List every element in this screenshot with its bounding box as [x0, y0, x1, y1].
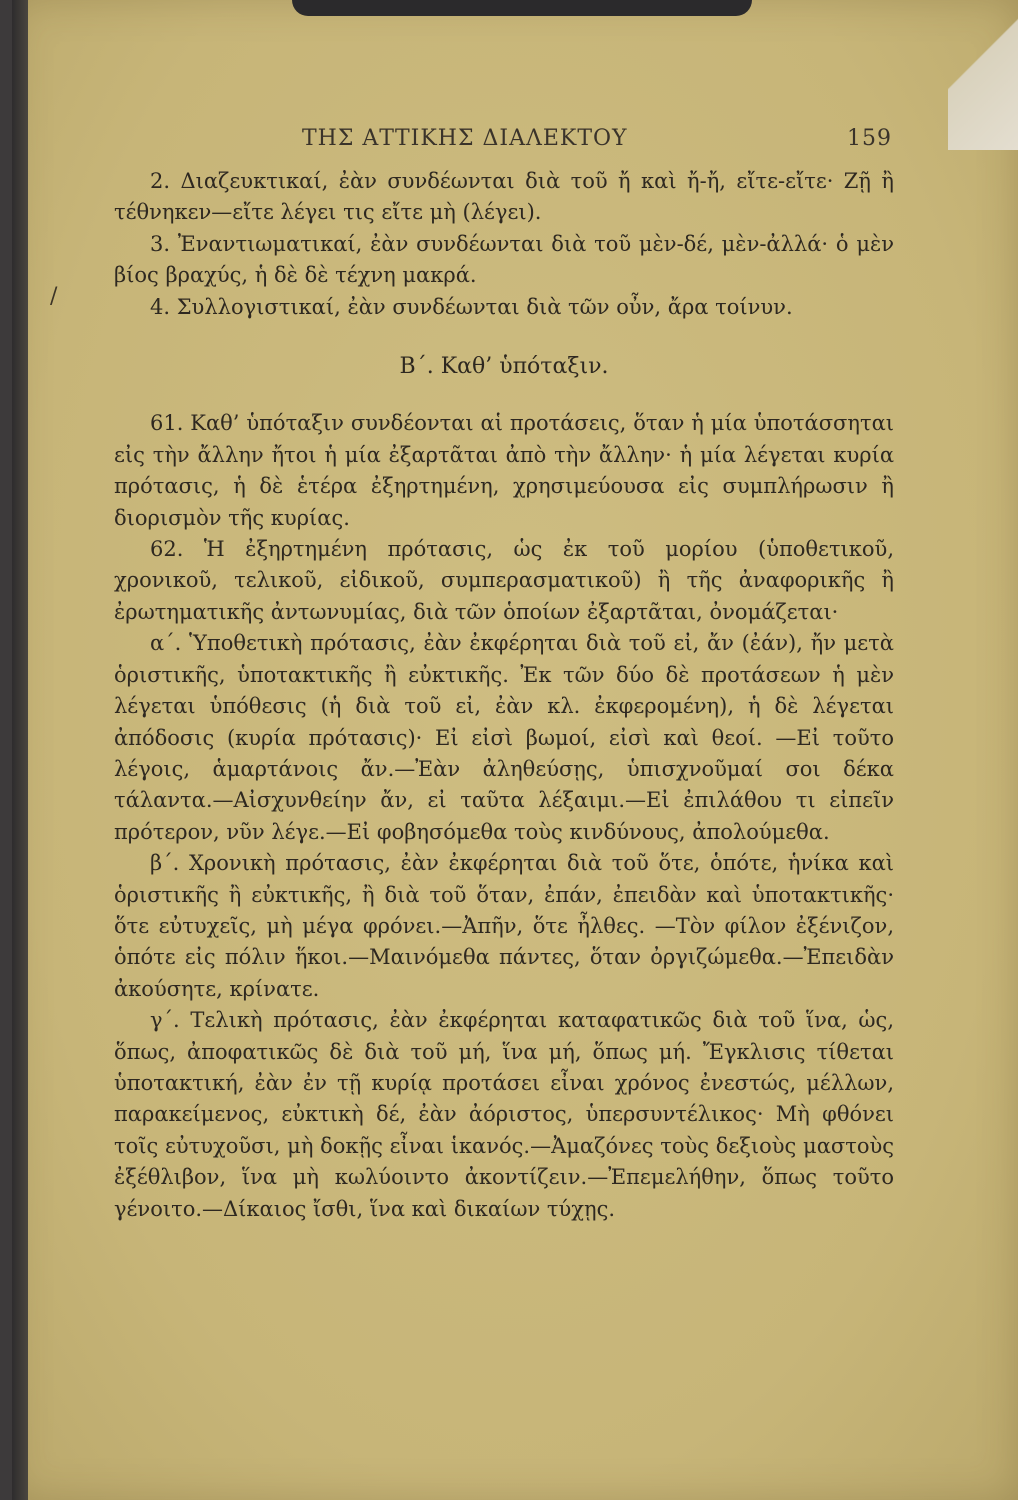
section-heading: Β΄. Καθ’ ὑπόταξιν.: [399, 354, 609, 380]
torn-top-edge: [292, 0, 752, 16]
paragraph-beta-temporal: β΄. Χρονικὴ πρότασις, ἐὰν ἐκφέρηται διὰ τοῦ ὅτε, ὁπότε, ἡνίκα καὶ ὁριστικῆς ἢ εὐκτικῆς, ἢ διὰ τοῦ ὅταν, ἐπάν, ἐπειδὰν καὶ ὑποτακτικῆς· ὅτε εὐτυχεῖς, μὴ μέγα φρόνει.—Ἀπῆν, ὅτε ἦλθες. —Τὸν φίλον ἐξένιζον, ὁπότε εἰς πόλιν ἥκοι.—Μαινόμεθα πάντες, ὅταν ὀργιζώμεθα.—Ἐπειδὰν ἀκούσητε, κρίνατε.: [114, 851, 894, 1001]
body-text: [114, 166, 894, 1225]
book-page: [12, 0, 1018, 1500]
paragraph-alpha-hypothetical: α΄. Ὑποθετικὴ πρότασις, ἐὰν ἐκφέρηται διὰ τοῦ εἰ, ἄν (ἐάν), ἤν μετὰ ὁριστικῆς, ὑποτακτικῆς ἢ εὐκτικῆς. Ἐκ τῶν δύο δὲ προτάσεων ἡ μὲν λέγεται ὑπόθεσις (ἡ διὰ τοῦ εἰ, ἐὰν κλ. ἐκφερομένη), ἡ δὲ λέγεται ἀπόδοσις (κυρία πρότασις)· Εἰ εἰσὶ βωμοί, εἰσὶ καὶ θεοί. —Εἰ τοῦτο λέγοις, ἁμαρτάνοις ἄν.—Ἐὰν ἀληθεύσῃς, ὑπισχνοῦμαί σοι δέκα τάλαντα.—Αἰσχυνθείην ἄν, εἰ ταῦτα λέξαιμι.—Εἰ ἐπιλάθου τι εἰπεῖν πρότερον, νῦν λέγε.—Εἰ φοβησόμεθα τοὺς κινδύνους, ἀπολούμεθα.: [114, 631, 894, 844]
margin-mark: /: [50, 284, 58, 309]
torn-corner: [948, 0, 1018, 150]
running-title: ΤΗΣ ΑΤΤΙΚΗΣ ΔΙΑΛΕΚΤΟΥ: [302, 126, 628, 151]
paragraph-61: 61. Καθ’ ὑπόταξιν συνδέονται αἱ προτάσεις, ὅταν ἡ μία ὑποτάσσηται εἰς τὴν ἄλλην ἤτοι ἡ μία ἐξαρτᾶται ἀπὸ τὴν ἄλλην· ἡ μία λέγεται κυρία πρότασις, ἡ δὲ ἑτέρα ἐξηρτημένη, χρησιμεύουσα εἰς συμπλήρωσιν ἢ διορισμὸν τῆς κυρίας.: [114, 411, 894, 530]
paragraph-4-syllogistikai: 4. Συλλογιστικαί, ἐὰν συνδέωνται διὰ τῶν οὖν, ἄρα τοίνυν.: [150, 294, 793, 319]
paragraph-3-enantiomatikai: 3. Ἐναντιωματικαί, ἐὰν συνδέωνται διὰ τοῦ μὲν-δέ, μὲν-ἀλλά· ὁ μὲν βίος βραχύς, ἡ δὲ δὲ τέχνη μακρά.: [114, 231, 894, 288]
page-number: 159: [847, 126, 892, 151]
binding-edge: [12, 0, 28, 1500]
paragraph-2-diazeuktikai: 2. Διαζευκτικαί, ἐὰν συνδέωνται διὰ τοῦ ἤ καὶ ἤ-ἤ, εἴτε-εἴτε· Ζῇ ἢ τέθνηκεν—εἴτε λέγει τις εἴτε μὴ (λέγει).: [114, 169, 894, 225]
paragraph-gamma-final: γ΄. Τελικὴ πρότασις, ἐὰν ἐκφέρηται καταφατικῶς διὰ τοῦ ἵνα, ὡς, ὅπως, ἀποφατικῶς δὲ διὰ τοῦ μή, ἵνα μή, ὅπως μή. Ἔγκλισις τίθεται ὑποτακτική, ἐὰν ἐν τῇ κυρίᾳ προτάσει εἶναι χρόνος ἐνεστώς, μέλλων, παρακείμενος, εὐκτικὴ δέ, ἐὰν ἀόριστος, ὑπερσυντέλικος· Μὴ φθόνει τοῖς εὐτυχοῦσι, μὴ δοκῇς εἶναι ἱκανός.—Ἀμαζόνες τοὺς δεξιοὺς μαστοὺς ἐξέθλιβον, ἵνα μὴ κωλύοιντο ἀκοντίζειν.—Ἐπεμελήθην, ὅπως τοῦτο γένοιτο.—Δίκαιος ἴσθι, ἵνα καὶ δικαίων τύχῃς.: [114, 1008, 894, 1221]
paragraph-62: 62. Ἡ ἐξηρτημένη πρότασις, ὡς ἐκ τοῦ μορίου (ὑποθετικοῦ, χρονικοῦ, τελικοῦ, εἰδικοῦ, συμπερασματικοῦ) ἢ τῆς ἀναφορικῆς ἢ ἐρωτηματικῆς ἀντωνυμίας, διὰ τῶν ὁποίων ἐξαρτᾶται, ὀνομάζεται·: [114, 537, 894, 624]
